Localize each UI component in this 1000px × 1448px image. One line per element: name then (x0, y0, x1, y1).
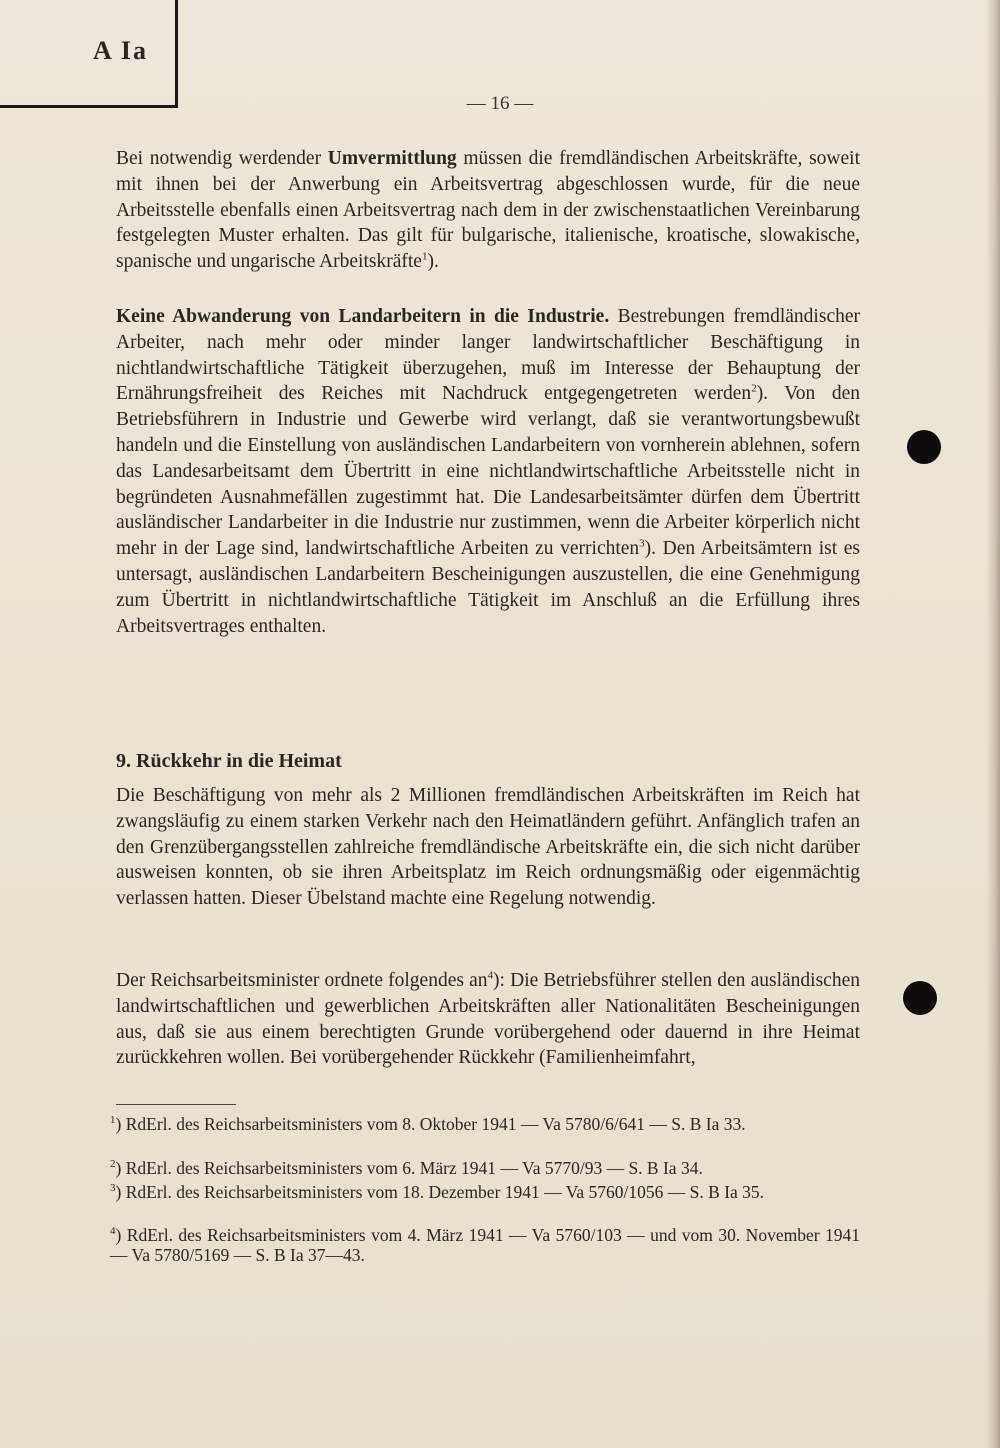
footnote-mark: 4 (110, 1225, 116, 1238)
footnote (110, 1158, 860, 1178)
paragraph-text: ). Von den Betriebsführern in Industrie und Gewerbe wird verlangt, daß sie verantwortungsbewußt handeln und die Einstellung von ausländischen Landarbeitern von vornherein ablehnen, sofern das Landesarbeitsamt dem Übertritt in eine nichtlandwirtschaftliche Arbeitsstelle nicht in begründeten Ausnahmefällen zugestimmt hat. Die Landesarbeitsämter dürfen dem Übertritt ausländischer Landarbeiter in die Industrie nur zustimmen, wenn die Arbeiter körperlich nicht mehr in der Lage sind, landwirtschaftliche Arbeiten zu verrichten (116, 383, 860, 560)
footnote-ref: 3 (639, 537, 645, 550)
page-number: — 16 — (466, 93, 534, 114)
footnote-mark: 1 (110, 1114, 116, 1127)
page-edge-shadow (986, 0, 1000, 1448)
paragraph-text: ). Den Arbeitsämtern ist es untersagt, ausländischen Landarbeitern Bescheinigungen auszustellen, die eine Genehmigung zum Übertritt in nichtlandwirtschaftliche Tätigkeit im Anschluß an die Erfüllung ihres Arbeitsvertrages enthalten. (116, 538, 860, 637)
footnote-mark: 2 (110, 1158, 116, 1171)
paragraph-heimat (116, 783, 860, 912)
footnote-ref: 4 (487, 969, 494, 982)
bold-term: Umvermittlung (327, 148, 457, 169)
footnote-divider (116, 1104, 236, 1105)
paragraph-reichsarbeitsminister (116, 968, 860, 1071)
footnote-text: ) RdErl. des Reichsarbeitsministers vom 18. Dezember 1941 — Va 5760/1056 — S. B Ia 35. (115, 1182, 765, 1202)
paragraph-text: müssen die fremdländischen Arbeitskräfte, soweit mit ihnen bei der Anwerbung ein Arbeitsvertrag abgeschlossen wurde, für die neue Arbeitsstelle ebenfalls einen Arbeitsvertrag nach dem in der zwischenstaatlichen Vereinbarung festgelegten Muster erhalten. Das gilt für bulgarische, italienische, kroatische, slowakische, spanische und ungarische Arbeitskräfte (116, 148, 861, 273)
section-tag: A Ia (93, 36, 148, 65)
paragraph-text: ). (427, 251, 439, 273)
section-heading: 9. Rückkehr in die Heimat (116, 750, 342, 772)
footnote-ref: 2 (751, 382, 757, 395)
punch-hole (907, 430, 941, 464)
paragraph-landarbeiter (116, 304, 860, 639)
section-tag-box (0, 0, 178, 108)
paragraph-text: Die Beschäftigung von mehr als 2 Millionen fremdländischen Arbeitskräften im Reich hat zwangsläufig zu einem starken Verkehr nach den Heimatländern geführt. Anfänglich trafen an den Grenzübergangsstellen zahlreiche fremdländische Arbeitskräfte ein, die sich nicht darüber ausweisen konnten, ob sie ihren Arbeitsplatz im Reich ordnungsmäßig oder eigenmächtig verlassen hatten. Dieser Übelstand machte eine Regelung notwendig. (116, 785, 860, 910)
paragraph-text: Bestrebungen fremdländischer Arbeiter, nach mehr oder minder langer landwirtschaftlicher Beschäftigung in nichtlandwirtschaftliche Tätigkeit überzugehen, muß im Interesse der Behauptung der Ernährungsfreiheit des Reiches mit Nachdruck entgegengetreten werden (116, 306, 860, 405)
paragraph-text: Bei notwendig werdender (116, 148, 328, 169)
footnote-text: ) RdErl. des Reichsarbeitsministers vom 8. Oktober 1941 — Va 5780/6/641 — S. B Ia 33. (115, 1114, 746, 1134)
paragraph-text: Der Reichsarbeitsminister ordnete folgendes an (116, 970, 488, 991)
bold-term: Keine Abwanderung von Landarbeitern in die Industrie. (116, 306, 610, 327)
footnote-ref: 1 (421, 250, 428, 263)
footnote (110, 1225, 860, 1265)
footnote-text: ) RdErl. des Reichsarbeitsministers vom 6. März 1941 — Va 5770/93 — S. B Ia 34. (115, 1158, 703, 1178)
punch-hole (903, 981, 937, 1015)
footnote-mark: 3 (110, 1182, 116, 1195)
paragraph-umvermittlung (116, 146, 860, 275)
footnote-text: ) RdErl. des Reichsarbeitsministers vom 4. März 1941 — Va 5760/103 — und vom 30. November 1941 — Va 5780/5169 — S. B Ia 37—43. (110, 1225, 860, 1265)
footnote (110, 1114, 860, 1134)
paragraph-text: ): Die Betriebsführer stellen den ausländischen landwirtschaftlichen und gewerblichen Arbeitskräften aller Nationalitäten Bescheinigungen aus, daß sie aus einem berechtigten Grunde vorübergehend oder dauernd in ihre Heimat zurückkehren wollen. Bei vorübergehender Rückkehr (Familienheimfahrt, (116, 970, 860, 1069)
footnote (110, 1182, 860, 1202)
